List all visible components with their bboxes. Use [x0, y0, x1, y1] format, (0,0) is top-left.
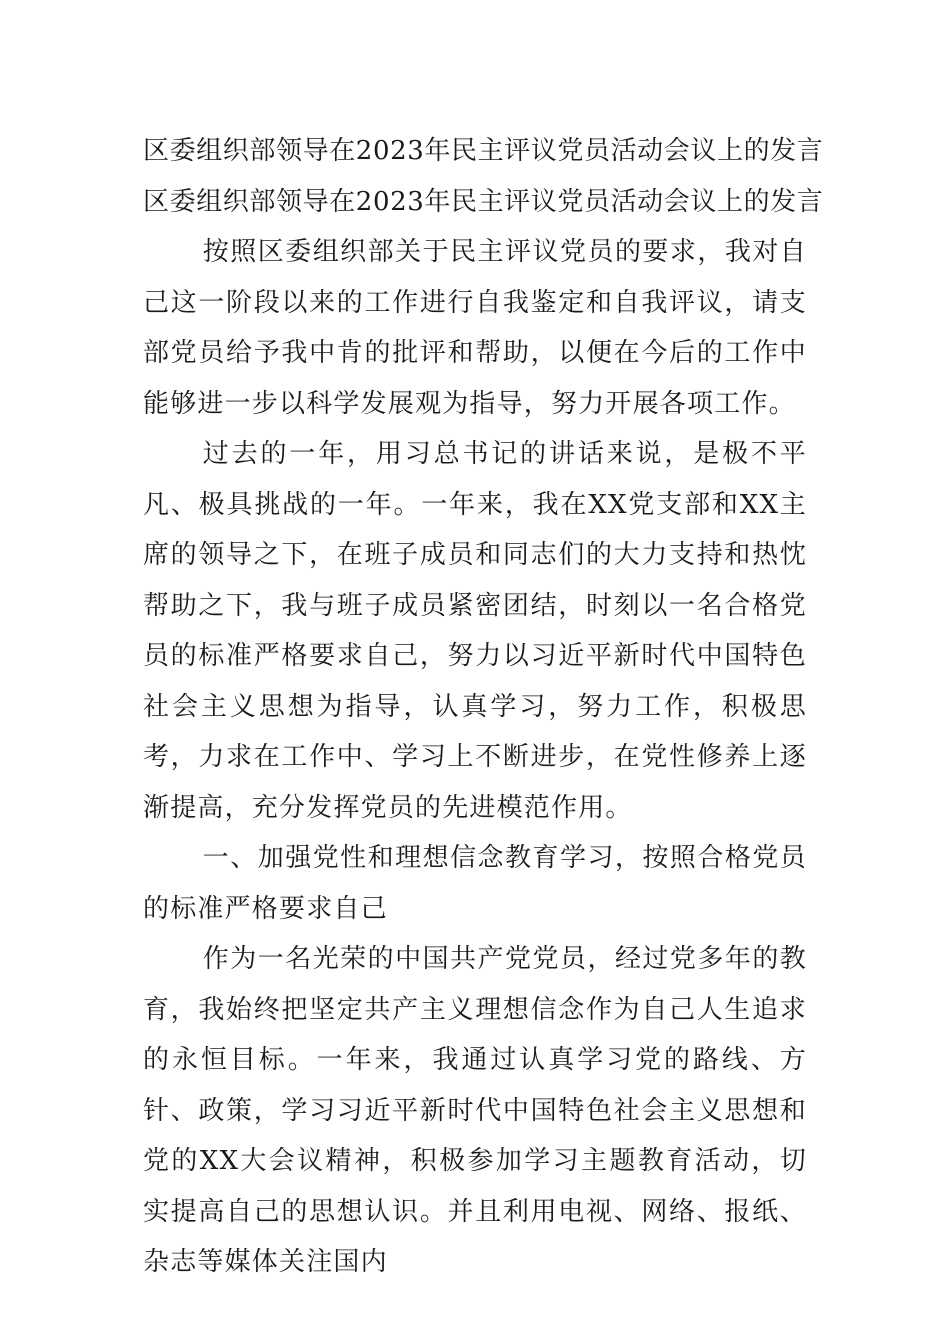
document-body: [143, 126, 824, 1288]
paragraph-section-1: 作为一名光荣的中国共产党党员，经过党多年的教育，我始终把坚定共产主义理想信念作为自己人生追求的永恒目标。一年来，我通过认真学习党的路线、方针、政策，学习习近平新时代中国特色社会主义思想和党的XX大会议精神，积极参加学习主题教育活动，切实提高自己的思想认识。并且利用电视、网络、报纸、杂志等媒体关注国内: [143, 944, 807, 1277]
paragraph-intro: 按照区委组织部关于民主评议党员的要求，我对自己这一阶段以来的工作进行自我鉴定和自我评议，请支部党员给予我中肯的批评和帮助，以便在今后的工作中能够进一步以科学发展观为指导，努力开展各项工作。: [143, 237, 807, 419]
document-title-line-1: 区委组织部领导在2023年民主评议党员活动会议上的发言: [143, 136, 824, 166]
paragraph-past-year: 过去的一年，用习总书记的讲话来说，是极不平凡、极具挑战的一年。一年来，我在XX党支部和XX主席的领导之下，在班子成员和同志们的大力支持和热忱帮助之下，我与班子成员紧密团结，时刻以一名合格党员的标准严格要求自己，努力以习近平新时代中国特色社会主义思想为指导，认真学习，努力工作，积极思考，力求在工作中、学习上不断进步，在党性修养上逐渐提高，充分发挥党员的先进模范作用。: [143, 439, 807, 823]
document-title-line-2: 区委组织部领导在2023年民主评议党员活动会议上的发言: [143, 186, 824, 217]
section-heading-1: 一、加强党性和理想信念教育学习，按照合格党员的标准严格要求自己: [143, 843, 807, 924]
